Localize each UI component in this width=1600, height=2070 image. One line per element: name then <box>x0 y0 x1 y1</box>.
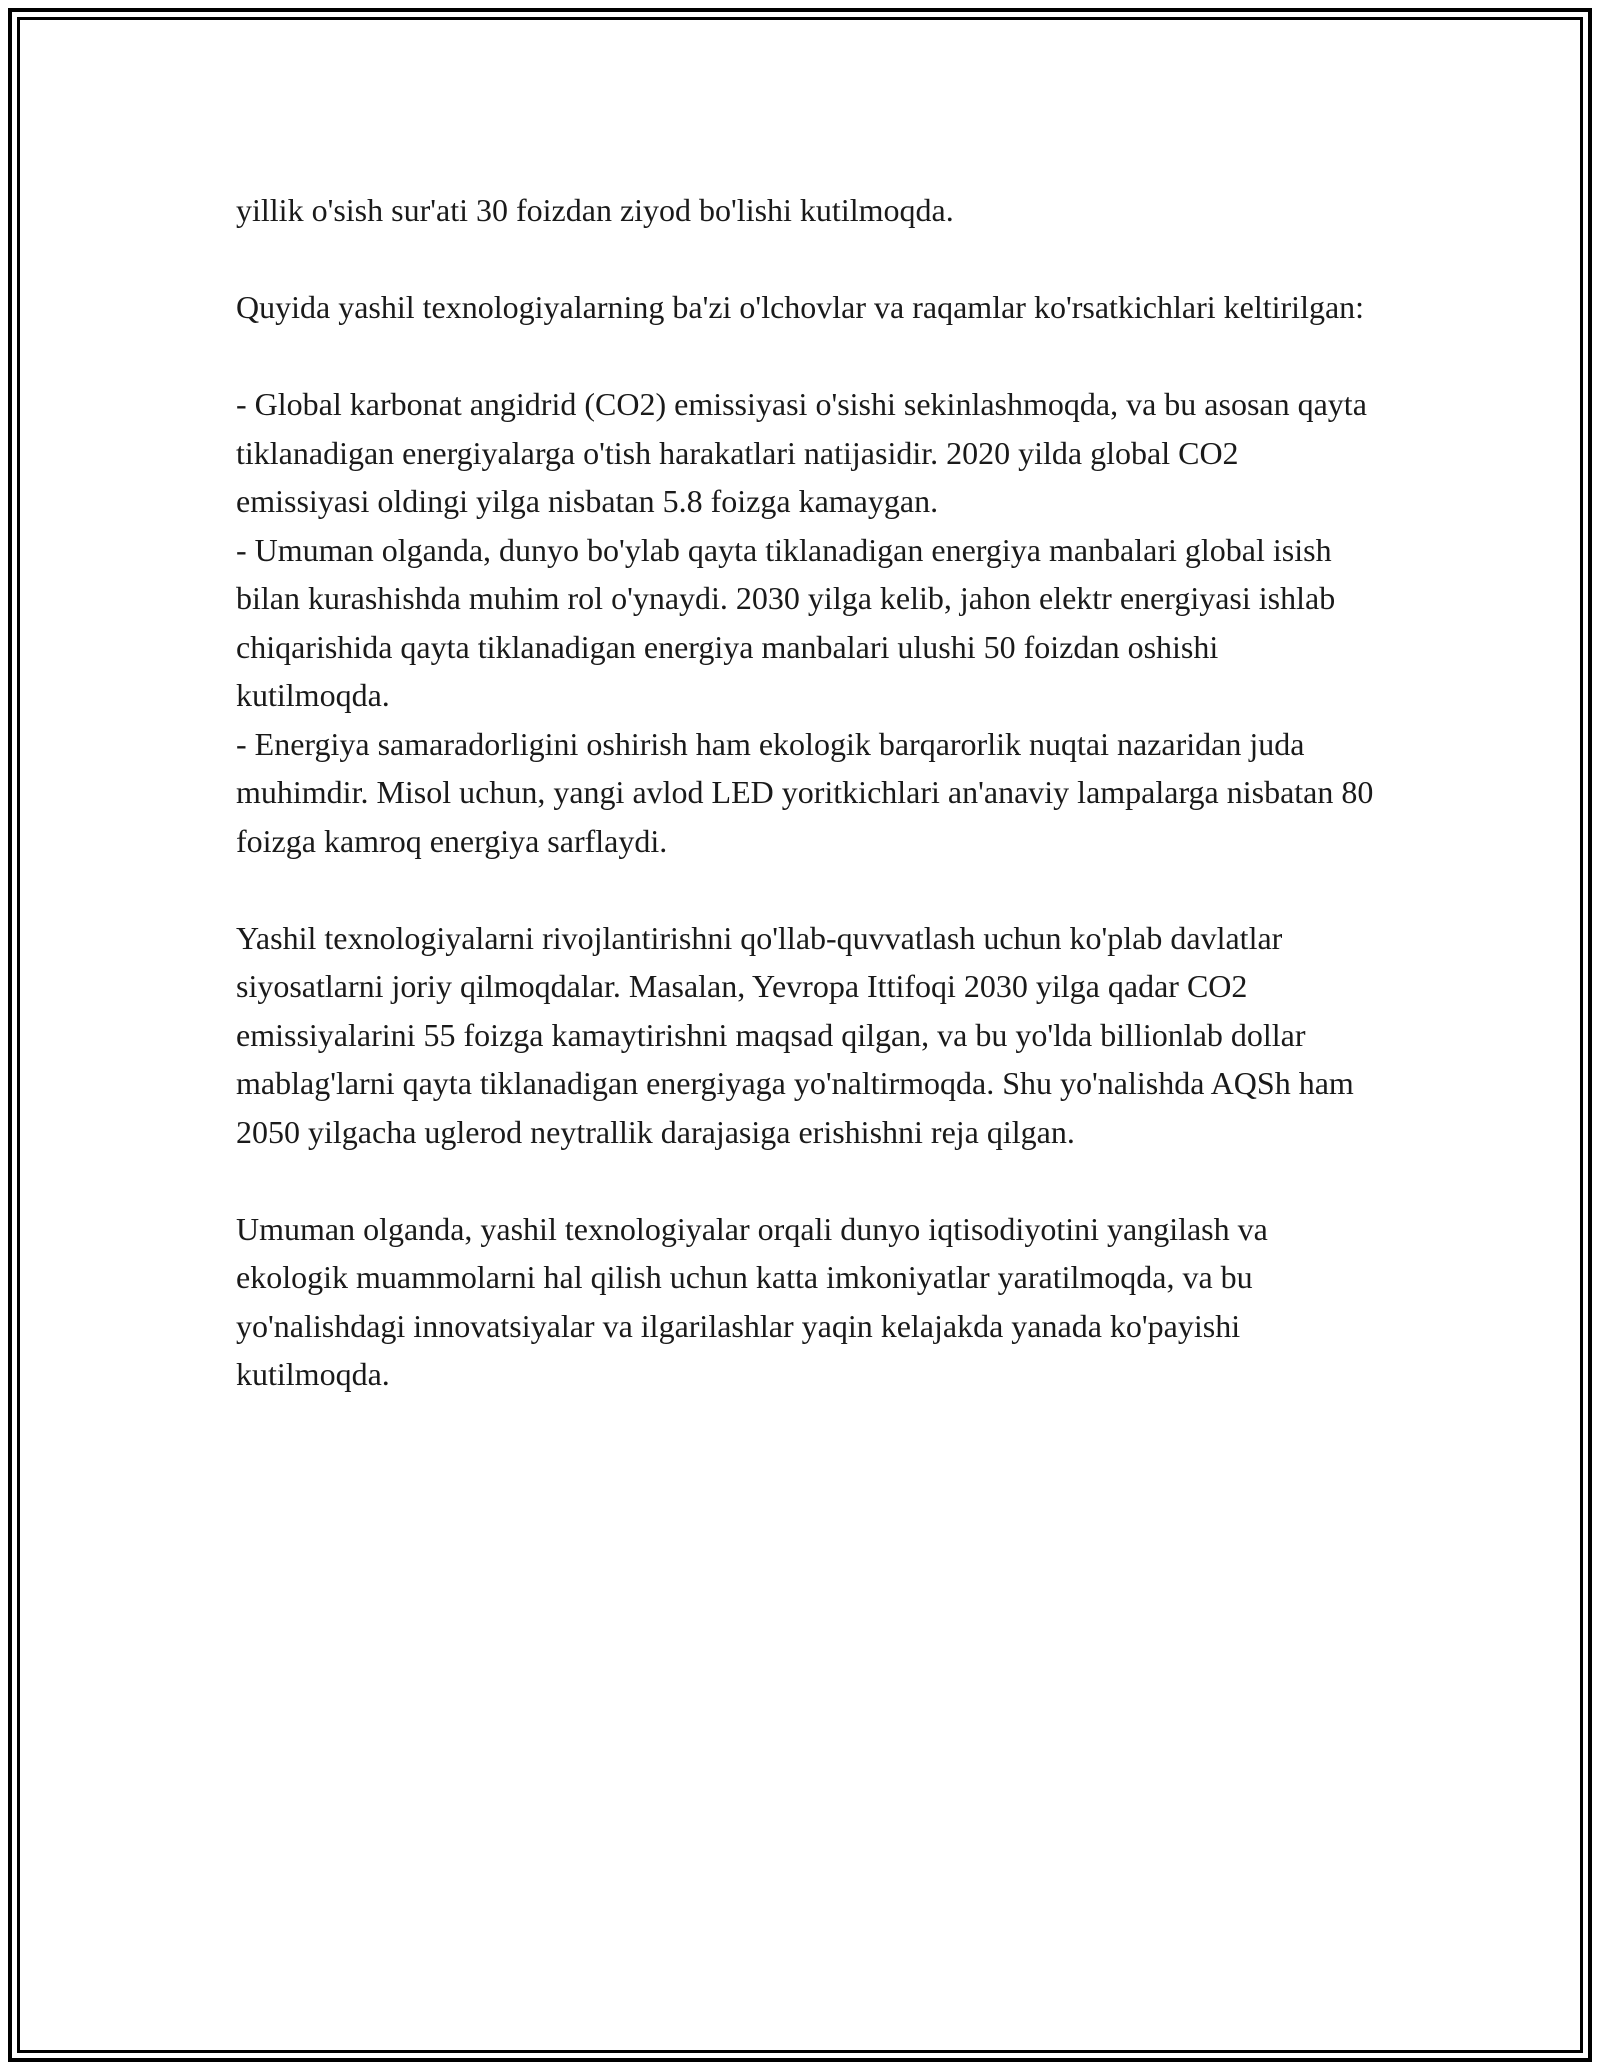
bullet-energy-efficiency: - Energiya samaradorligini oshirish ham ekologik barqarorlik nuqtai nazaridan juda muhimdir. Misol uchun, yangi avlod LED yoritkichlari an'anaviy lampalarga nisbatan 80 foizga kamroq energiya sarflaydi. <box>236 725 1374 859</box>
paragraph-spacer <box>236 332 1376 381</box>
paragraph-metrics-intro: Quyida yashil texnologiyalarning ba'zi o'lchovlar va raqamlar ko'rsatkichlari keltirilgan: <box>236 289 1365 325</box>
paragraph-spacer <box>236 865 1376 914</box>
paragraph-conclusion: Umuman olganda, yashil texnologiyalar orqali dunyo iqtisodiyotini yangilash va ekologik muammolarni hal qilish uchun katta imkoniyatlar yaratilmoqda, va bu yo'nalishdagi innovatsiyalar va ilgarilashlar yaqin kelajakda yanada ko'payishi kutilmoqda. <box>236 1210 1268 1392</box>
paragraph-spacer <box>236 235 1376 284</box>
paragraph-policy: Yashil texnologiyalarni rivojlantirishni qo'llab-quvvatlash uchun ko'plab davlatlar siyosatlarni joriy qilmoqdalar. Masalan, Yevropa Ittifoqi 2030 yilga qadar CO2 emissiyalarini 55 foizga kamaytirishni maqsad qilgan, va bu yo'lda billionlab dollar mablag'larni qayta tiklanadigan energiyaga yo'naltirmoqda. Shu yo'nalishda AQSh ham 2050 yilgacha uglerod neytrallik darajasiga erishishni reja qilgan. <box>236 919 1354 1150</box>
paragraph-spacer <box>236 1156 1376 1205</box>
paragraph-intro-tail: yillik o'sish sur'ati 30 foizdan ziyod bo'lishi kutilmoqda. <box>236 192 954 228</box>
bullet-co2-emissions: - Global karbonat angidrid (CO2) emissiyasi o'sishi sekinlashmoqda, va bu asosan qayta tiklanadigan energiyalarga o'tish harakatlari natijasidir. 2020 yilda global CO2 emissiyasi oldingi yilga nisbatan 5.8 foizga kamaygan. <box>236 386 1367 519</box>
bullet-renewable-share: - Umuman olganda, dunyo bo'ylab qayta tiklanadigan energiya manbalari global isish bilan kurashishda muhim rol o'ynaydi. 2030 yilga kelib, jahon elektr energiyasi ishlab chiqarishida qayta tiklanadigan energiya manbalari ulushi 50 foizdan oshishi kutilmoqda. <box>236 531 1336 713</box>
document-body <box>236 186 1376 1399</box>
